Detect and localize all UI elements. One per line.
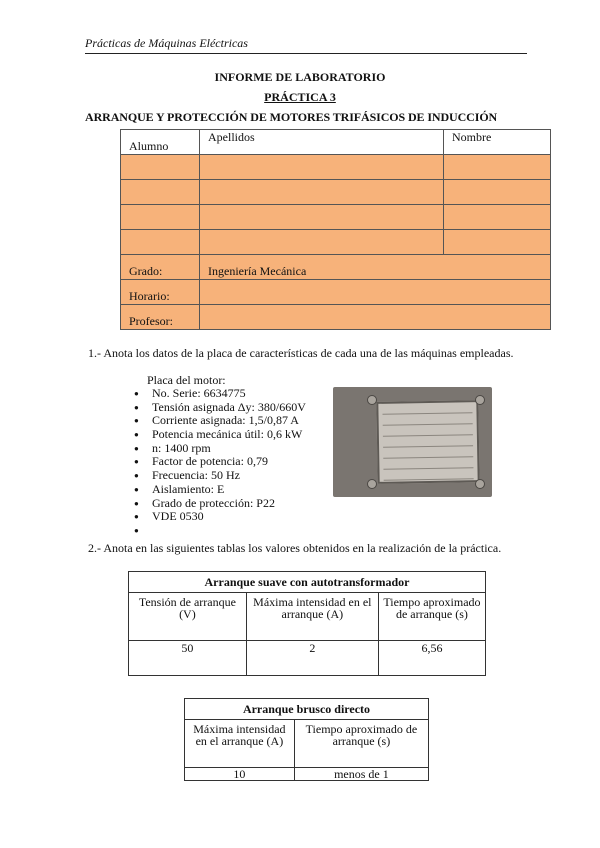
practice-title: PRÁCTICA 3 [264,90,336,104]
nombre-cell[interactable] [444,230,551,255]
apellidos-cell[interactable] [200,205,444,230]
hard-start-table [184,698,429,781]
student-row [121,155,551,180]
soft-value-time: 6,56 [378,641,485,676]
subject-title: ARRANQUE Y PROTECCIÓN DE MOTORES TRIFÁSICOS DE INDUCCIÓN [85,110,498,124]
student-row [121,180,551,205]
question-1: 1.- Anota los datos de la placa de características de cada una de las máquinas empleadas. [88,346,514,360]
alumno-cell[interactable] [121,205,200,230]
alumno-header: Alumno [121,130,200,155]
hard-col-time: Tiempo aproximado de arranque (s) [294,720,428,768]
apellidos-cell[interactable] [200,180,444,205]
motor-nameplate-photo [333,387,492,497]
nombre-cell[interactable] [444,205,551,230]
student-table-header [121,130,551,155]
spec-current: ● Corriente asignada: 1,5/0,87 A [134,414,306,428]
soft-col-current: Máxima intensidad en el arranque (A) [246,593,378,641]
student-row [121,230,551,255]
profesor-value[interactable] [200,305,551,330]
soft-col-time: Tiempo aproximado de arranque (s) [378,593,485,641]
nombre-header: Nombre [444,130,551,155]
running-header: Prácticas de Máquinas Eléctricas [85,36,527,54]
hard-start-title: Arranque brusco directo [185,699,429,720]
soft-start-title: Arranque suave con autotransformador [129,572,486,593]
horario-label: Horario: [121,280,200,305]
alumno-cell[interactable] [121,155,200,180]
profesor-label: Profesor: [121,305,200,330]
spec-frequency: ● Frecuencia: 50 Hz [134,469,306,483]
hard-value-time: menos de 1 [294,768,428,781]
nombre-cell[interactable] [444,155,551,180]
soft-value-current: 2 [246,641,378,676]
spec-vde: ● VDE 0530 [134,510,306,524]
soft-start-table [128,571,486,676]
grado-row [121,255,551,280]
grado-value: Ingeniería Mecánica [200,255,551,280]
hard-value-current: 10 [185,768,295,781]
student-row [121,205,551,230]
alumno-cell[interactable] [121,180,200,205]
grado-label: Grado: [121,255,200,280]
report-title: INFORME DE LABORATORIO [214,70,386,84]
nombre-cell[interactable] [444,180,551,205]
alumno-cell[interactable] [121,230,200,255]
profesor-row [121,305,551,330]
motor-plate-title: Placa del motor: [147,373,226,387]
spec-serial: ● No. Serie: 6634775 [134,387,306,401]
motor-specs-list [134,387,306,538]
question-2: 2.- Anota en las siguientes tablas los valores obtenidos en la realización de la práctica. [88,541,502,555]
nameplate-image [376,400,479,484]
spec-voltage: ● Tensión asignada Δy: 380/660V [134,401,306,415]
spec-protection: ● Grado de protección: P22 [134,497,306,511]
apellidos-cell[interactable] [200,155,444,180]
soft-value-voltage: 50 [129,641,247,676]
spec-power: ● Potencia mecánica útil: 0,6 kW [134,428,306,442]
horario-row [121,280,551,305]
spec-insulation: ● Aislamiento: E [134,483,306,497]
spec-power-factor: ● Factor de potencia: 0,79 [134,455,306,469]
spec-empty [134,524,306,538]
spec-speed: ● n: 1400 rpm [134,442,306,456]
horario-value[interactable] [200,280,551,305]
student-table [120,129,551,330]
soft-col-voltage: Tensión de arranque (V) [129,593,247,641]
apellidos-header: Apellidos [200,130,444,155]
apellidos-cell[interactable] [200,230,444,255]
hard-col-current: Máxima intensidad en el arranque (A) [185,720,295,768]
